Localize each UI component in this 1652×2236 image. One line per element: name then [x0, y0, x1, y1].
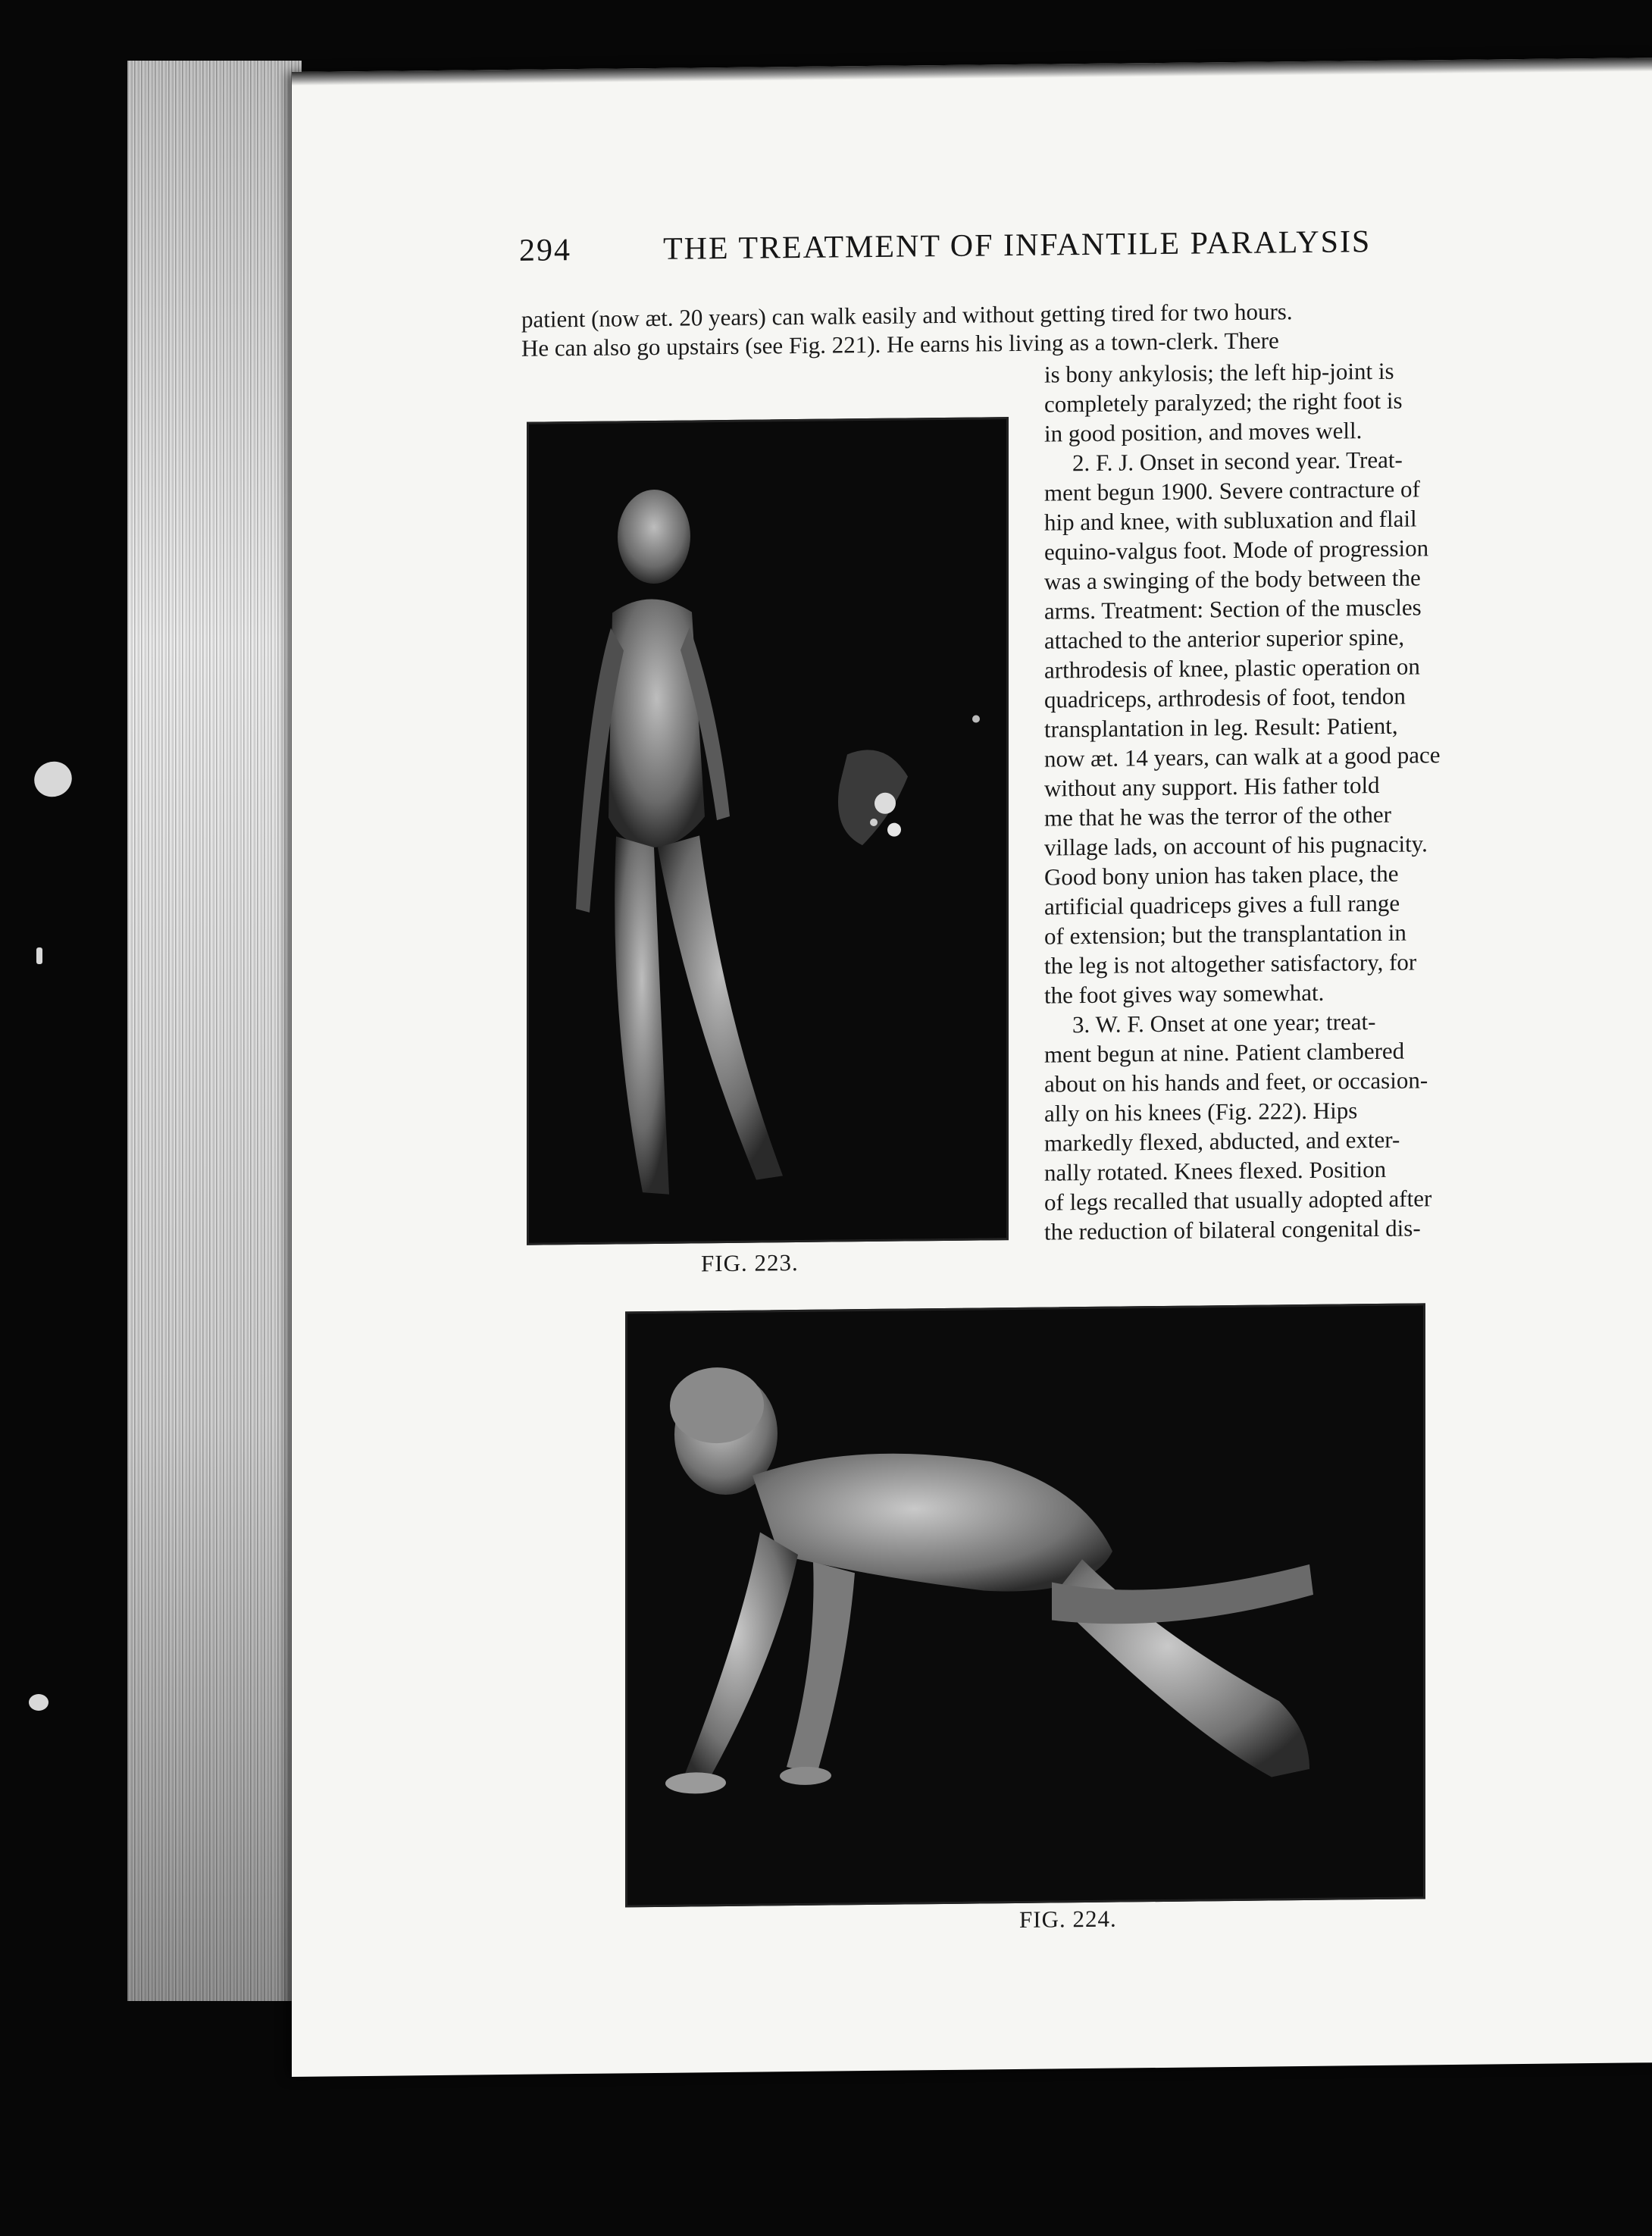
- running-title: THE TREATMENT OF INFANTILE PARALYSIS: [663, 224, 1372, 267]
- body-line: in good position, and moves well.: [1044, 417, 1363, 447]
- scan-artifact: [36, 947, 42, 964]
- scan-artifact: [30, 756, 77, 802]
- body-line: ment begun 1900. Severe contracture of: [1044, 475, 1420, 506]
- body-line: now æt. 14 years, can walk at a good pace: [1044, 741, 1441, 772]
- body-line: ment begun at nine. Patient clambered: [1044, 1037, 1405, 1068]
- crawling-child-illustration: [627, 1305, 1423, 1905]
- body-line: village lads, on account of his pugnacity.: [1044, 830, 1428, 861]
- body-line: the reduction of bilateral congenital dis-: [1044, 1214, 1421, 1245]
- page-number: 294: [519, 233, 571, 268]
- body-line: quadriceps, arthrodesis of foot, tendon: [1044, 682, 1406, 713]
- body-line: Good bony union has taken place, the: [1044, 860, 1399, 891]
- body-line: of legs recalled that usually adopted after: [1044, 1185, 1432, 1216]
- body-line: hip and knee, with subluxation and flail: [1044, 505, 1417, 536]
- body-line: 2. F. J. Onset in second year. Treat-: [1072, 446, 1403, 477]
- body-line: He can also go upstairs (see Fig. 221). He earns his living as a town-clerk. There: [521, 327, 1279, 362]
- body-line: the leg is not altogether satisfactory, for: [1044, 948, 1417, 979]
- figure-223-caption: FIG. 223.: [701, 1248, 799, 1277]
- book-page-edges: [127, 61, 302, 2001]
- body-line: artificial quadriceps gives a full range: [1044, 889, 1400, 920]
- body-line: without any support. His father told: [1044, 771, 1380, 802]
- body-line: attached to the anterior superior spine,: [1044, 623, 1405, 654]
- body-line: equino-valgus foot. Mode of progression: [1044, 534, 1429, 565]
- body-line: me that he was the terror of the other: [1044, 800, 1391, 831]
- body-line: about on his hands and feet, or occasion-: [1044, 1066, 1428, 1098]
- figure-224-caption: FIG. 224.: [1019, 1905, 1117, 1933]
- running-header: [519, 221, 1595, 268]
- body-line: ally on his knees (Fig. 222). Hips: [1044, 1097, 1358, 1127]
- book-page: [292, 58, 1652, 2077]
- body-line: nally rotated. Knees flexed. Position: [1044, 1155, 1387, 1186]
- body-line: completely paralyzed; the right foot is: [1044, 387, 1403, 418]
- scan-artifact: [29, 1694, 48, 1711]
- body-line: markedly flexed, abducted, and exter-: [1044, 1126, 1400, 1157]
- body-line: is bony ankylosis; the left hip-joint is: [1044, 357, 1394, 388]
- figure-224-photo: [625, 1303, 1425, 1907]
- body-line: arms. Treatment: Section of the muscles: [1044, 593, 1422, 625]
- standing-child-illustration: [529, 419, 1006, 1243]
- body-line: arthrodesis of knee, plastic operation on: [1044, 653, 1420, 684]
- page-top-shadow: [292, 58, 1652, 86]
- figure-223-photo: [527, 417, 1009, 1245]
- body-line: 3. W. F. Onset at one year; treat-: [1072, 1008, 1376, 1038]
- body-line: transplantation in leg. Result: Patient,: [1044, 712, 1398, 743]
- body-line: was a swinging of the body between the: [1044, 564, 1421, 595]
- body-line: of extension; but the transplantation in: [1044, 919, 1406, 950]
- body-line: patient (now æt. 20 years) can walk easily and without getting tired for two hours.: [521, 298, 1293, 333]
- body-line: the foot gives way somewhat.: [1044, 979, 1325, 1009]
